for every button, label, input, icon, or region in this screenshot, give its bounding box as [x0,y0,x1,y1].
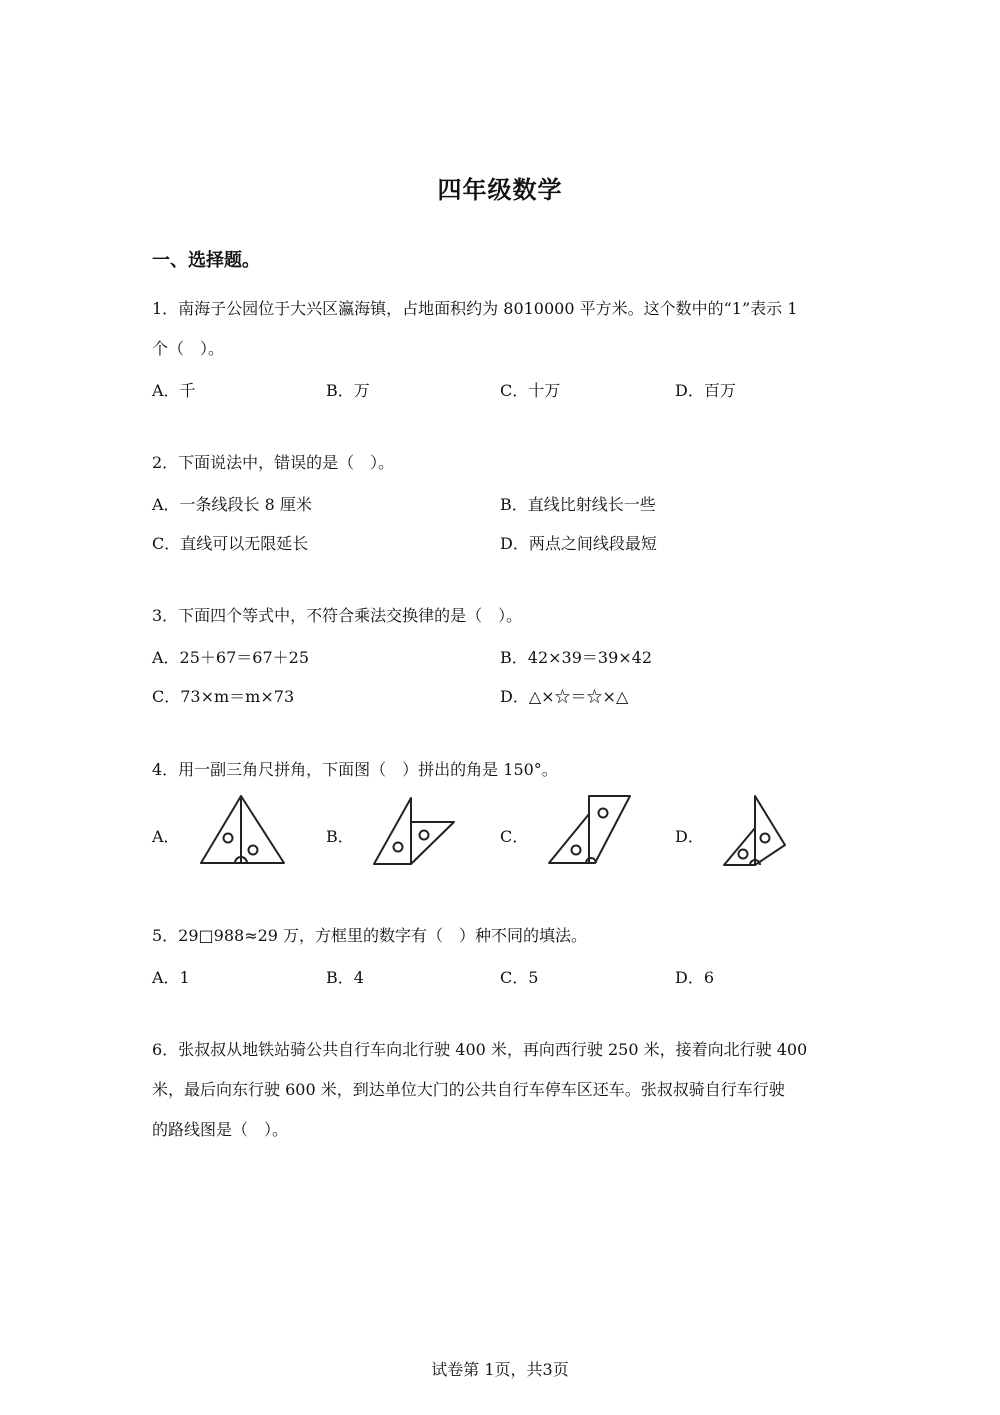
triangle-rulers-a-icon [195,790,290,870]
q2-option-d[interactable]: D．两点之间线段最短 [500,534,657,553]
q4-option-c[interactable]: C． [500,827,529,846]
q4-option-b[interactable]: B． [326,827,354,846]
q5-option-c[interactable]: C．5 [500,968,539,987]
question-1-stem [152,289,852,369]
q2-option-c[interactable]: C．直线可以无限延长 [152,534,309,553]
q2-option-a[interactable]: A．一条线段长 8 厘米 [152,495,312,514]
triangle-rulers-d-icon [720,793,795,871]
q1-option-c[interactable]: C．十万 [500,381,561,400]
q2-option-b[interactable]: B．直线比射线长一些 [500,495,656,514]
q5-option-d[interactable]: D．6 [675,968,715,987]
question-5-stem: 5．29□988≈29 万，方框里的数字有（ ）种不同的填法。 [152,926,588,945]
question-4-stem: 4．用一副三角尺拼角，下面图（ ）拼出的角是 150°。 [152,760,558,779]
question-2-stem: 2．下面说法中，错误的是（ ）。 [152,453,395,472]
question-1-line-2: 个（ ）。 [152,339,225,358]
q3-option-c[interactable]: C．73×m＝m×73 [152,687,295,706]
question-3-stem: 3．下面四个等式中，不符合乘法交换律的是（ ）。 [152,606,523,625]
q5-option-a[interactable]: A．1 [152,968,190,987]
question-1-line-1: 1．南海子公园位于大兴区瀛海镇，占地面积约为 8010000 平方米。这个数中的“1”表示 1 [152,299,798,318]
q3-option-a[interactable]: A．25＋67＝67＋25 [152,648,309,667]
q4-option-a[interactable]: A． [152,827,180,846]
page-footer: 试卷第 1页，共3页 [431,1360,569,1379]
question-6-line-1: 6．张叔叔从地铁站骑公共自行车向北行驶 400 米，再向西行驶 250 米，接着向北行驶 400 [152,1040,808,1059]
question-6-line-3: 的路线图是（ ）。 [152,1120,289,1139]
q3-option-b[interactable]: B．42×39＝39×42 [500,648,653,667]
page-title: 四年级数学 [437,176,563,204]
question-6-stem [152,1030,852,1150]
triangle-rulers-b-icon [368,795,463,870]
q3-option-d[interactable]: D．△×☆＝☆×△ [500,687,629,706]
triangle-rulers-c-icon [545,793,640,868]
q1-option-b[interactable]: B．万 [326,381,370,400]
q1-option-d[interactable]: D．百万 [675,381,736,400]
question-6-line-2: 米，最后向东行驶 600 米，到达单位大门的公共自行车停车区还车。张叔叔骑自行车行驶 [152,1080,785,1099]
q4-option-d[interactable]: D． [675,827,704,846]
q5-option-b[interactable]: B．4 [326,968,364,987]
q1-option-a[interactable]: A．千 [152,381,196,400]
section-heading: 一、选择题。 [152,250,260,271]
